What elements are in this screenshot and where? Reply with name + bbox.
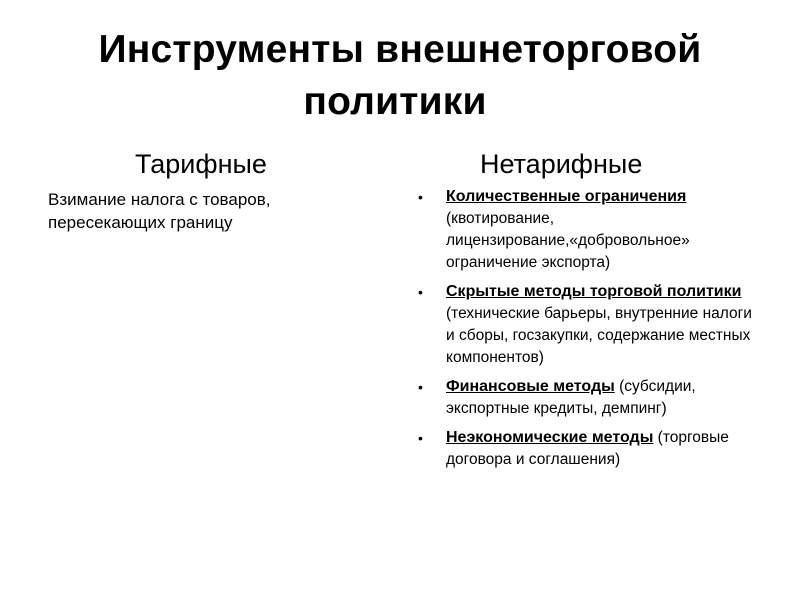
list-item-description: (субсидии, экспортные кредиты, демпинг) xyxy=(446,378,696,417)
list-item-term: Количественные ограничения xyxy=(446,188,687,205)
list-item-term: Неэкономические методы xyxy=(446,429,654,446)
non-tariff-heading: Нетарифные xyxy=(480,149,643,179)
list-item-description: (технические барьеры, внутренние налоги и сборы, госзакупки, содержание местных компонентов) xyxy=(446,305,752,366)
list-item-description: (торговые договора и соглашения) xyxy=(446,429,729,468)
list-item xyxy=(418,186,763,274)
bullet-icon: • xyxy=(418,284,423,300)
bullet-icon: • xyxy=(418,430,423,446)
tariff-heading: Тарифные xyxy=(135,149,267,179)
slide-title-line-1: Инструменты внешнеторговой xyxy=(98,28,702,71)
list-item-term: Скрытые методы торговой политики xyxy=(446,283,742,300)
tariff-description: Взимание налога с товаров, пересекающих границу xyxy=(48,190,271,232)
list-item xyxy=(418,427,763,471)
non-tariff-list xyxy=(418,186,763,478)
slide-title xyxy=(20,24,780,128)
list-item xyxy=(418,376,763,420)
list-item-description: (квотирование, лицензирование,«добровольное» ограничение экспорта) xyxy=(446,210,690,271)
bullet-icon: • xyxy=(418,189,423,205)
bullet-icon: • xyxy=(418,379,423,395)
list-item-term: Финансовые методы xyxy=(446,378,615,395)
list-item xyxy=(418,281,763,369)
slide-title-line-2: политики xyxy=(303,80,487,123)
